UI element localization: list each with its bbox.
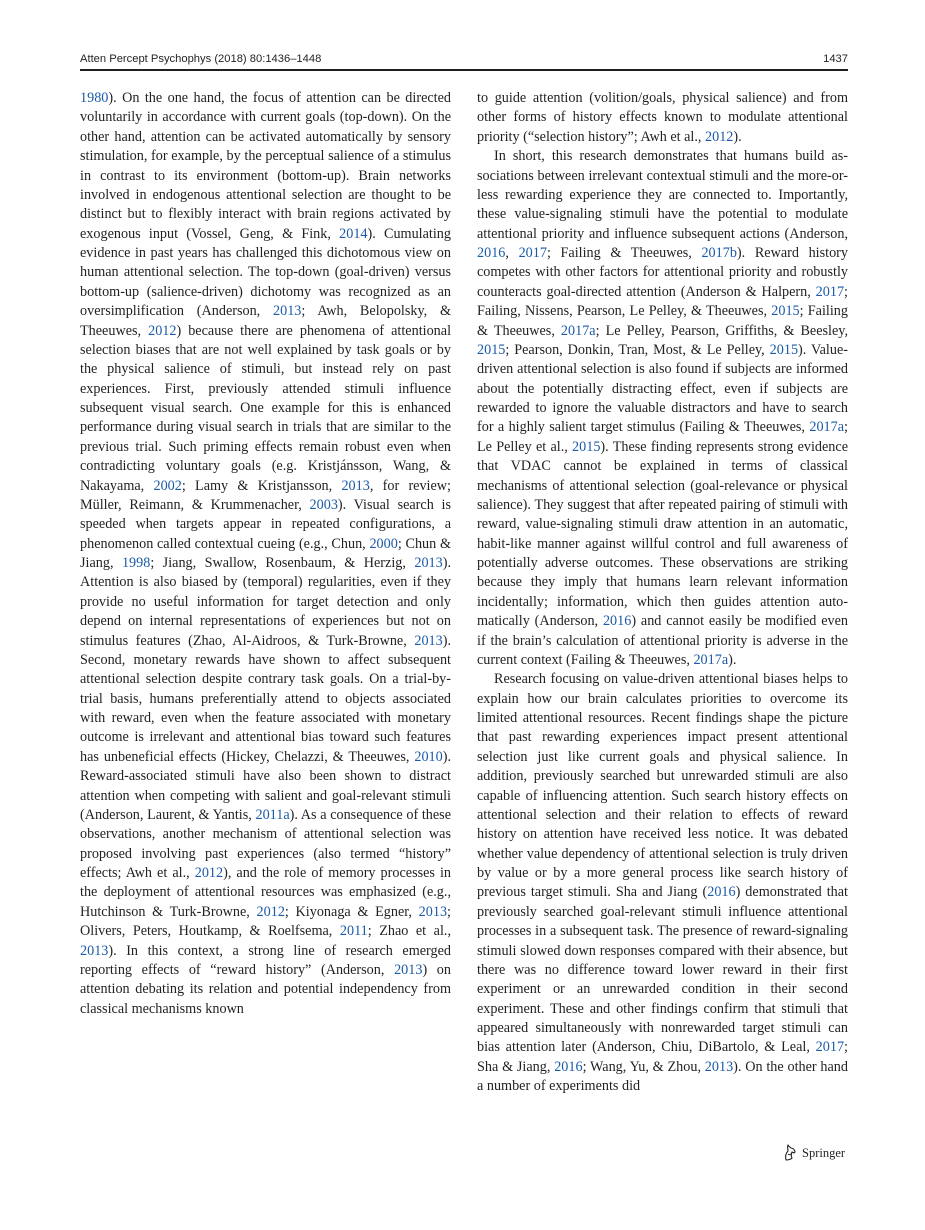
body-text: ). xyxy=(733,128,742,145)
citation-link[interactable]: 2012 xyxy=(256,903,285,920)
body-text: ; Zhao et al., xyxy=(367,923,451,940)
body-text: ; Failing & Theeuwes, xyxy=(546,245,702,261)
right-column xyxy=(477,89,848,1119)
citation-link[interactable]: 1980 xyxy=(80,90,109,106)
body-text: ). On the other hand a number of experiments did xyxy=(477,1058,848,1095)
citation-link[interactable]: 2013 xyxy=(414,555,443,571)
body-text: ) on attention debating its relation and potential independency from classical mechanisms known xyxy=(80,961,451,1017)
body-text: ). Second, monetary rewards have shown to affect subsequent attentional selection despite contrary task goals. On a trial-by-trial basis, humans preferentially attend to objects associated with reward, even when the feature associated with monetary outcome is irrelevant and attentional bias toward such features has unbeneficial effects (Hickey, Chelazzi, & Theeuwes, xyxy=(80,632,451,765)
body-text: In short, this research demonstrates that humans build associations between irrelevant contextual stimuli and the more-or-less rewarding experience they are connected to. Importantly, these value-signaling stimuli have the potential to modulate attentional priority and influence subsequent actions (Anderson, xyxy=(477,148,848,242)
body-text: ) and cannot easily be modified even if the brain’s calculation of attentional priority is adverse in the current context (Failing & Theeuwes, xyxy=(477,613,848,668)
citation-link[interactable]: 2016 xyxy=(602,613,632,630)
citation-link[interactable]: 2013 xyxy=(704,1058,734,1075)
body-text: , xyxy=(505,245,519,261)
body-text: ). Value-driven attentional selection is also found if subjects are informed about the potentially distracting effect, even if subjects are rewarded to ignore the valuable distractors and have to search for a highly salient target stimulus (Failing & Theeuwes, xyxy=(477,341,848,436)
citation-link[interactable]: 2013 xyxy=(418,903,448,920)
body-text: ). Cumulating evidence in past years has challenged this dichotomous view on human attentional selection. The top-down (goal-driven) versus bottom-up (salience-driven) dichotomy was recognized as an oversimplification (Anderson, xyxy=(80,225,451,320)
body-text: ; Jiang, Swallow, Rosenbaum, & Herzig, xyxy=(150,555,415,571)
body-text: ; Kiyonaga & Egner, xyxy=(284,903,419,920)
body-text: ) because there are phenomena of attentional selection biases that are not well explained by task goals or by the physical salience of stimuli, but instead rely on past experiences. First, previously attended stimuli influence subsequent visual search. One example for this is enhanced performance during visual search in trials that are similar to the previous trial. Such priming effects remain robust even when contradicting voluntary goals (e.g. Kristjánsson, Wang, & Nakayama, xyxy=(80,322,451,494)
citation-link[interactable]: 2015 xyxy=(572,438,601,455)
left-column xyxy=(80,89,451,1119)
springer-horse-icon xyxy=(782,1144,797,1162)
citation-link[interactable]: 2017a xyxy=(693,651,729,668)
body-text: ; Pearson, Donkin, Tran, Most, & Le Pelley, xyxy=(505,341,770,358)
citation-link[interactable]: 2015 xyxy=(771,303,800,320)
page-number: 1437 xyxy=(823,53,848,65)
citation-link[interactable]: 2014 xyxy=(339,225,368,242)
body-paragraph xyxy=(80,89,451,1019)
publisher-footer xyxy=(782,1143,845,1163)
citation-link[interactable]: 2017a xyxy=(809,419,845,436)
citation-link[interactable]: 2010 xyxy=(414,748,443,765)
body-text: ; Olivers, Peters, Houtkamp, & Roelfsema, xyxy=(80,903,451,940)
body-text: ). Visual search is speeded when targets appear in repeated configurations, a phenomenon called contextual cueing (e.g., Chun, xyxy=(80,496,451,552)
citation-link[interactable]: 2012 xyxy=(148,322,177,339)
body-text: ; Failing & Theeuwes, xyxy=(477,303,848,339)
citation-link[interactable]: 2011a xyxy=(255,806,290,823)
citation-link[interactable]: 2013 xyxy=(394,961,423,978)
citation-link[interactable]: 2013 xyxy=(273,303,302,320)
citation-link[interactable]: 1998 xyxy=(121,555,151,571)
body-text: ; Le Pelley, Pearson, Griffiths, & Beesley, xyxy=(595,322,848,339)
body-text: ), and the role of memory processes in the deployment of attentional resources was emphasized (e.g., Hutchinson & Turk-Browne, xyxy=(80,865,451,920)
body-text: ; Wang, Yu, & Zhou, xyxy=(582,1058,705,1075)
citation-link[interactable]: 2002 xyxy=(153,477,182,494)
citation-link[interactable]: 2013 xyxy=(80,942,109,959)
body-text: ; Awh, Belopolsky, & Theeuwes, xyxy=(80,303,451,339)
citation-link[interactable]: 2016 xyxy=(707,884,736,901)
citation-link[interactable]: 2000 xyxy=(369,535,398,552)
citation-link[interactable]: 2016 xyxy=(554,1058,583,1075)
body-text: , for review; Müller, Reimann, & Krummenacher, xyxy=(80,477,451,513)
body-text: ). Attention is also biased by (temporal) regularities, even if they provide no useful information for target detection and only depend on internal representations of experiences but not on stimulus features (Zhao, Al-Aidroos, & Turk-Browne, xyxy=(80,555,451,649)
citation-link[interactable]: 2003 xyxy=(309,496,338,513)
citation-link[interactable]: 2012 xyxy=(194,865,224,881)
body-text: ). On the one hand, the focus of attention can be directed voluntarily in accordance with current goals (top-down). On the other hand, attention can be activated automatically by sensory stimulation, for example, by the perceptual salience of a stimulus in contrast to its environment (bottom-up). Brain networks involved in endogenous attentional selection are thought to be distinct but to flexibly interact with brain regions activated by exogenous input (Vossel, Geng, & Fink, xyxy=(80,90,451,242)
publisher-name: Springer xyxy=(802,1146,846,1160)
citation-link[interactable]: 2011 xyxy=(339,923,368,940)
body-text: ; Failing, Nissens, Pearson, Le Pelley, & Theeuwes, xyxy=(477,283,848,320)
body-paragraph xyxy=(477,89,848,147)
body-text: ; Lamy & Kristjansson, xyxy=(181,477,342,494)
body-paragraph xyxy=(477,670,848,1096)
body-text: ). Reward-associated stimuli have also been shown to distract attention when competing with salient and goal-relevant stimuli (Anderson, Laurent, & Yantis, xyxy=(80,748,451,823)
citation-link[interactable]: 2015 xyxy=(477,341,506,358)
citation-link[interactable]: 2017b xyxy=(701,245,737,261)
citation-link[interactable]: 2012 xyxy=(705,128,734,145)
body-text: Research focusing on value-driven attentional biases helps to explain how our brain calculates priorities to overcome its limited attentional resources. Recent findings shape the picture that past rewarding experiences impact present attentional selection just like current goals and physical salience. In addition, previously searched but unrewarded stimuli are also capable of influencing attention. Such search history effects on attentional selection and their relation to effects of reward history on attention have received less notice. It was debated whether value dependency of attentional selection is truly driven by value or by a more general process like search history of previous target stimuli. Sha and Jiang ( xyxy=(477,671,848,901)
header-rule xyxy=(80,69,848,71)
citation-link[interactable]: 2017 xyxy=(815,283,845,300)
citation-link[interactable]: 2017 xyxy=(518,245,547,261)
body-text: ; Sha & Jiang, xyxy=(477,1039,848,1075)
body-text: to guide attention (volition/goals, physical salience) and from other forms of history effects known to modulate attentional priority (“selection history”; Awh et al., xyxy=(477,90,848,145)
body-text: ). In this context, a strong line of research emerged reporting effects of “reward history” (Anderson, xyxy=(80,942,451,978)
body-text: ; Le Pelley et al., xyxy=(477,419,848,455)
journal-citation: Atten Percept Psychophys (2018) 80:1436–1448 xyxy=(80,53,322,65)
citation-link[interactable]: 2015 xyxy=(769,341,799,358)
running-head xyxy=(80,50,848,68)
body-text: ). xyxy=(728,651,737,668)
citation-link[interactable]: 2013 xyxy=(341,477,370,494)
citation-link[interactable]: 2017a xyxy=(560,322,596,339)
citation-link[interactable]: 2016 xyxy=(477,245,506,261)
body-text: ; Chun & Jiang, xyxy=(80,535,451,571)
citation-link[interactable]: 2017 xyxy=(815,1039,845,1056)
body-text: ) demonstrated that previously searched goal-relevant stimuli influence attentional processes in a subsequent task. The presence of reward-signaling stimuli slowed down responses compared with their absence, but there was no difference toward lower reward in their first experiment or an unrewarded condition in their second experiment. These and other findings confirm that stimuli that appeared simultaneously with nonrewarded target stimuli can bias attention later (Anderson, Chiu, DiBartolo, & Leal, xyxy=(477,884,848,1056)
body-paragraph xyxy=(477,147,848,670)
body-text: ). These finding represents strong evidence that VDAC cannot be explained in terms of classical mechanisms of attentional selection (goal-relevance or physical salience). They suggest that after repeated pairing of stimuli with reward, value-signaling stimuli draw attention in an automatic, habit-like manner against willful control and full awareness of potentially adverse outcomes. These observations are striking because they imply that humans learn relevant information incidentally; information, which then guides attention automatically (Anderson, xyxy=(477,438,848,630)
body-text: ). As a consequence of these observations, another mechanism of attentional selection was proposed involving past experiences (also termed “history” effects; Awh et al., xyxy=(80,806,451,881)
citation-link[interactable]: 2013 xyxy=(414,632,443,649)
body-text: ). Reward history competes with other factors for attentional priority and robustly counteracts goal-directed attention (Anderson & Halpern, xyxy=(477,245,848,300)
